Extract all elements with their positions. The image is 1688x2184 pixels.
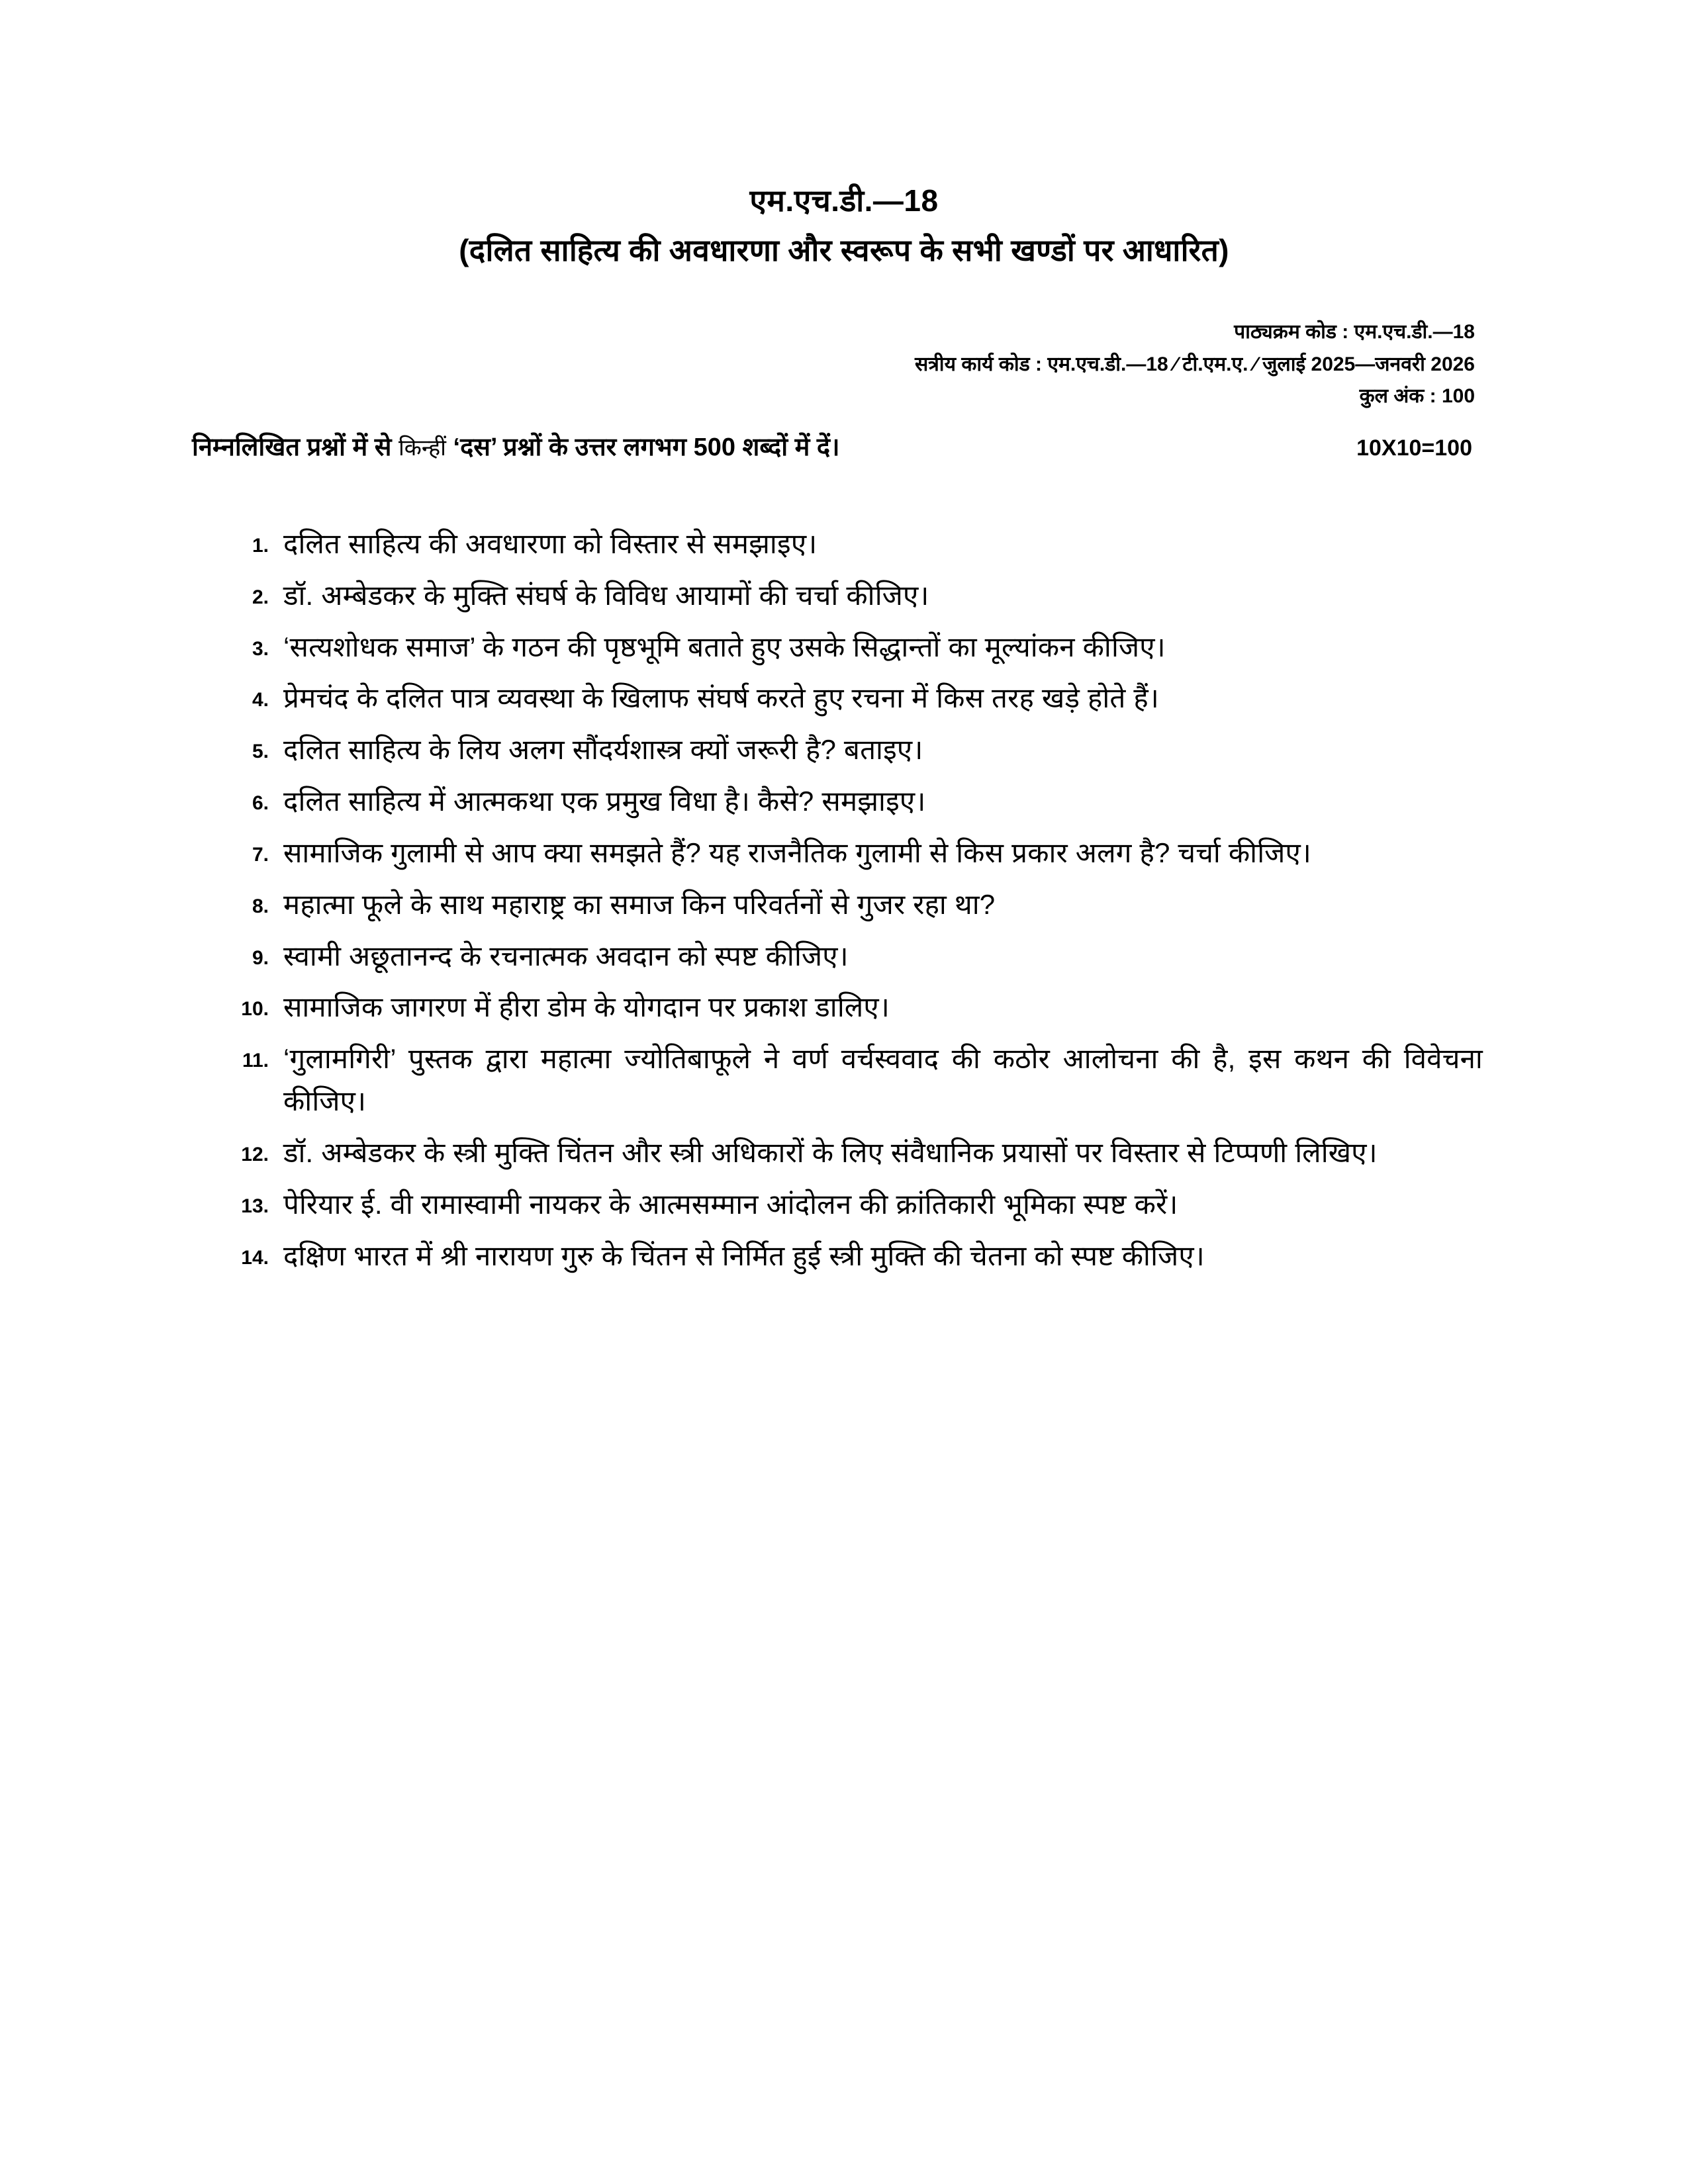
- instruction-part-2: ‘दस’ प्रश्नों के उत्तर लगभग 500 शब्दों में दें।: [445, 433, 840, 461]
- question-number: 8.: [252, 895, 269, 917]
- question-number: 13.: [241, 1195, 269, 1217]
- question-text: दलित साहित्य में आत्मकथा एक प्रमुख विधा है। कैसे? समझाइए।: [283, 786, 926, 817]
- question-item: [225, 626, 1483, 668]
- question-item: [225, 574, 1483, 617]
- question-item: [225, 729, 1483, 771]
- marks-distribution: 10X10=100: [1356, 435, 1472, 461]
- question-item: [225, 780, 1483, 823]
- question-number: 11.: [242, 1050, 269, 1072]
- question-text: सामाजिक जागरण में हीरा डोम के योगदान पर प्रकाश डालिए।: [283, 991, 890, 1023]
- question-number: 12.: [241, 1143, 269, 1165]
- question-number: 2.: [252, 586, 269, 608]
- question-text: प्रेमचंद के दलित पात्र व्यवस्था के खिलाफ संघर्ष करते हुए रचना में किस तरह खड़े होते हैं।: [283, 682, 1160, 714]
- question-item: [225, 677, 1483, 719]
- question-number: 10.: [241, 998, 269, 1021]
- question-item: [225, 832, 1483, 874]
- question-text: दक्षिण भारत में श्री नारायण गुरु के चिंतन से निर्मित हुई स्त्री मुक्ति की चेतना को स्पष्ट कीजिए।: [283, 1240, 1205, 1271]
- question-item: [225, 1235, 1483, 1277]
- question-list: [225, 523, 1483, 1286]
- assignment-code-line: सत्रीय कार्य कोड : एम.एच.डी.—18 ⁄ टी.एम.ए. ⁄ जुलाई 2025—जनवरी 2026: [914, 353, 1475, 375]
- instruction-part-1: निम्नलिखित प्रश्नों में से: [192, 433, 399, 461]
- instruction-text: [192, 429, 839, 463]
- instruction-emphasis-kinhi: किन्हीं: [399, 435, 446, 461]
- question-text: डॉ. अम्बेडकर के स्त्री मुक्ति चिंतन और स्त्री अधिकारों के लिए संवैधानिक प्रयासों पर विस्तार से टिप्पणी लिखिए।: [283, 1136, 1378, 1168]
- question-number: 7.: [252, 843, 269, 866]
- question-item: [225, 935, 1483, 978]
- question-number: 9.: [252, 946, 269, 969]
- question-text: सामाजिक गुलामी से आप क्या समझते हैं? यह राजनैतिक गुलामी से किस प्रकार अलग है? चर्चा कीजिए।: [283, 837, 1311, 868]
- question-text: दलित साहित्य के लिय अलग सौंदर्यशास्त्र क्यों जरूरी है? बताइए।: [283, 734, 923, 766]
- question-item: [225, 523, 1483, 565]
- course-title-heading: (दलित साहित्य की अवधारणा और स्वरूप के सभी खण्डों पर आधारित): [459, 232, 1229, 267]
- question-item: [225, 1183, 1483, 1226]
- document-header: [0, 182, 1688, 270]
- question-text: दलित साहित्य की अवधारणा को विस्तार से समझाइए।: [283, 528, 818, 559]
- question-item: [225, 884, 1483, 926]
- question-text: ‘गुलामगिरी’ पुस्तक द्वारा महात्मा ज्योतिबाफूले ने वर्ण वर्चस्ववाद की कठोर आलोचना की है, इस कथन की विवेचना कीजिए।: [283, 1043, 1483, 1117]
- question-text: डॉ. अम्बेडकर के मुक्ति संघर्ष के विविध आयामों की चर्चा कीजिए।: [283, 579, 929, 611]
- question-number: 1.: [252, 535, 269, 557]
- question-text: महात्मा फूले के साथ महाराष्ट्र का समाज किन परिवर्तनों से गुजर रहा था?: [283, 888, 996, 920]
- instruction-row: [192, 429, 1476, 463]
- course-code-heading: एम.एच.डी.—18: [749, 183, 939, 218]
- question-item: [225, 986, 1483, 1028]
- total-marks-line: कुल अंक : 100: [1359, 385, 1475, 408]
- question-number: 6.: [252, 792, 269, 815]
- question-number: 14.: [241, 1246, 269, 1269]
- question-text: पेरियार ई. वी रामास्वामी नायकर के आत्मसम्मान आंदोलन की क्रांतिकारी भूमिका स्पष्ट करें।: [283, 1188, 1178, 1220]
- question-text: ‘सत्यशोधक समाज’ के गठन की पृष्ठभूमि बताते हुए उसके सिद्धान्तों का मूल्यांकन कीजिए।: [283, 631, 1166, 662]
- assignment-meta-block: [915, 316, 1475, 413]
- question-item: [225, 1132, 1483, 1174]
- course-code-line: पाठ्यक्रम कोड : एम.एच.डी.—18: [1234, 321, 1475, 343]
- question-number: 5.: [252, 741, 269, 763]
- question-text: स्वामी अछूतानन्द के रचनात्मक अवदान को स्पष्ट कीजिए।: [283, 940, 849, 972]
- question-number: 4.: [252, 689, 269, 711]
- question-number: 3.: [252, 637, 269, 660]
- question-item: [225, 1038, 1483, 1122]
